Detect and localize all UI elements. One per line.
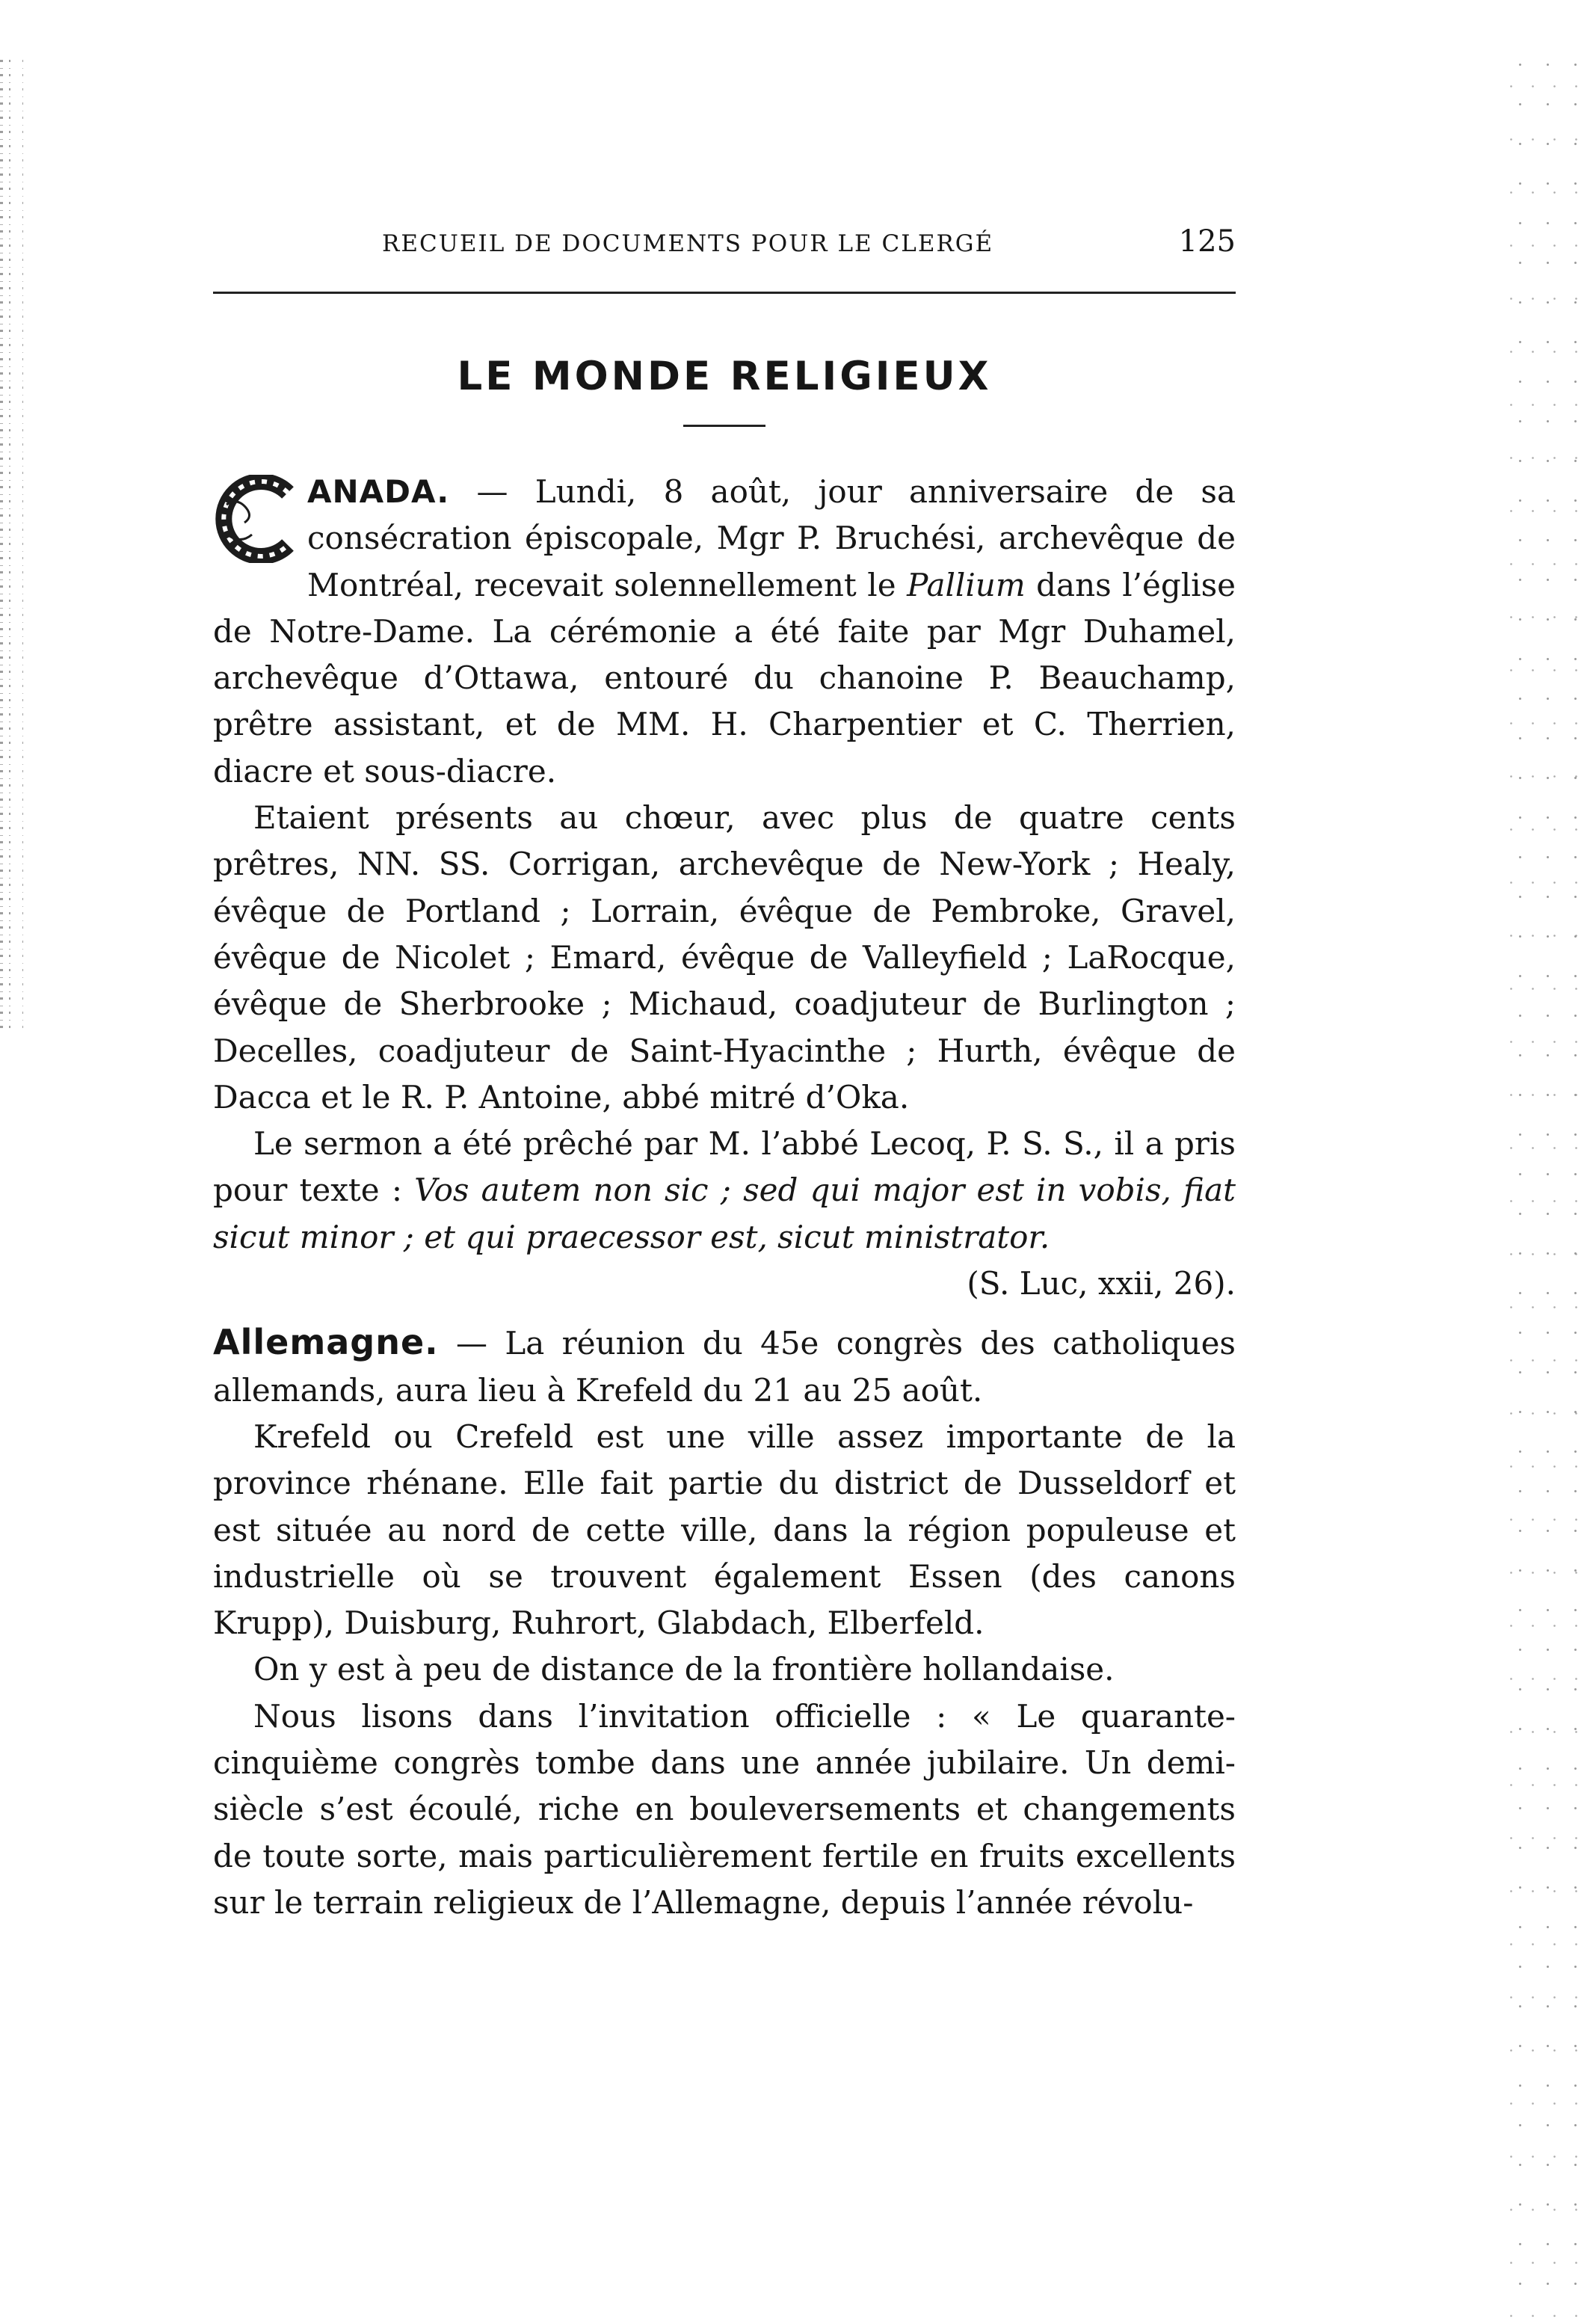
canada-attendees-paragraph: Etaient présents au chœur, avec plus de quatre cents prêtres, NN. SS. Corrigan, archevêque de New-York ; Healy, évêque de Portland ; Lorrain, évêque de Pembroke, Gravel, évêque de Nicolet ; Emard, évêque de Valleyfield ; LaRocque, évêque de Sherbrooke ; Michaud, coadjuteur de Burlington ; Decelles, coadjuteur de Saint-Hyacinthe ; Hurth, évêque de Dacca et le R. P. Antoine, abbé mitré d’Oka. — [213, 799, 1236, 1116]
sermon-quote: Vos autem non sic ; sed qui major est in vobis, fiat sicut minor ; et qui praecessor est, sicut ministrator. — [213, 1172, 1236, 1255]
title-rule — [683, 425, 765, 427]
sermon-text: Le sermon a été prêché par M. l’abbé Lecoq, P. S. S., il a pris pour texte : — [213, 1125, 1236, 1209]
frontier-paragraph: On y est à peu de distance de la frontière hollandaise. — [253, 1651, 1115, 1688]
scan-edge-right — [1499, 45, 1596, 2318]
book-page — [207, 224, 1236, 1926]
allemagne-lead: Allemagne. — [213, 1322, 439, 1363]
dropcap-c-ornament — [207, 475, 301, 563]
running-head-title: RECUEIL DE DOCUMENTS POUR LE CLERGÉ — [382, 230, 994, 257]
sermon-paragraph — [213, 1121, 1236, 1261]
krefeld-paragraph: Krefeld ou Crefeld est une ville assez importante de la province rhénane. Elle fait partie du district de Dusseldorf et est située au nord de cette ville, dans la région populeuse et industrielle où se trouvent également Essen (des canons Krupp), Duisburg, Ruhrort, Glabdach, Elberfeld. — [213, 1418, 1236, 1642]
canada-text-part2: dans l’église de Notre-Dame. La cérémonie a été faite par Mgr Duhamel, archevêque d’Ottawa, entouré du chanoine P. Beauchamp, prêtre assistant, et de MM. H. Charpentier et C. Therrien, diacre et sous-diacre. — [213, 566, 1236, 790]
svg-text:C: C — [207, 475, 208, 476]
pallium-word: Pallium — [907, 566, 1026, 603]
scripture-citation: (S. Luc, xxii, 26). — [967, 1265, 1236, 1302]
allemagne-text: — La réunion du 45e congrès des catholiques allemands, aura lieu à Krefeld du 21 au 25 août. — [213, 1325, 1236, 1409]
scan-edge-left — [0, 60, 45, 1032]
running-head — [213, 224, 1236, 294]
section-title: LE MONDE RELIGIEUX — [457, 354, 992, 399]
canada-lead: ANADA. — [307, 473, 450, 510]
canada-text-part1: — Lundi, 8 août, jour anniversaire de sa consécration épiscopale, Mgr P. Bruchési, archevêque de Montréal, recevait solennellement le — [307, 473, 1236, 603]
page-number: 125 — [1178, 224, 1236, 259]
invitation-paragraph: Nous lisons dans l’invitation officielle : « Le quarante-cinquième congrès tombe dans une année jubilaire. Un demi-siècle s’est écoulé, riche en bouleversements et changements de toute sorte, mais particulièrement fertile en fruits excellents sur le terrain religieux de l’Allemagne, depuis l’année révolu- — [213, 1697, 1236, 1921]
allemagne-paragraph — [213, 1319, 1236, 1414]
canada-paragraph — [207, 469, 1236, 795]
